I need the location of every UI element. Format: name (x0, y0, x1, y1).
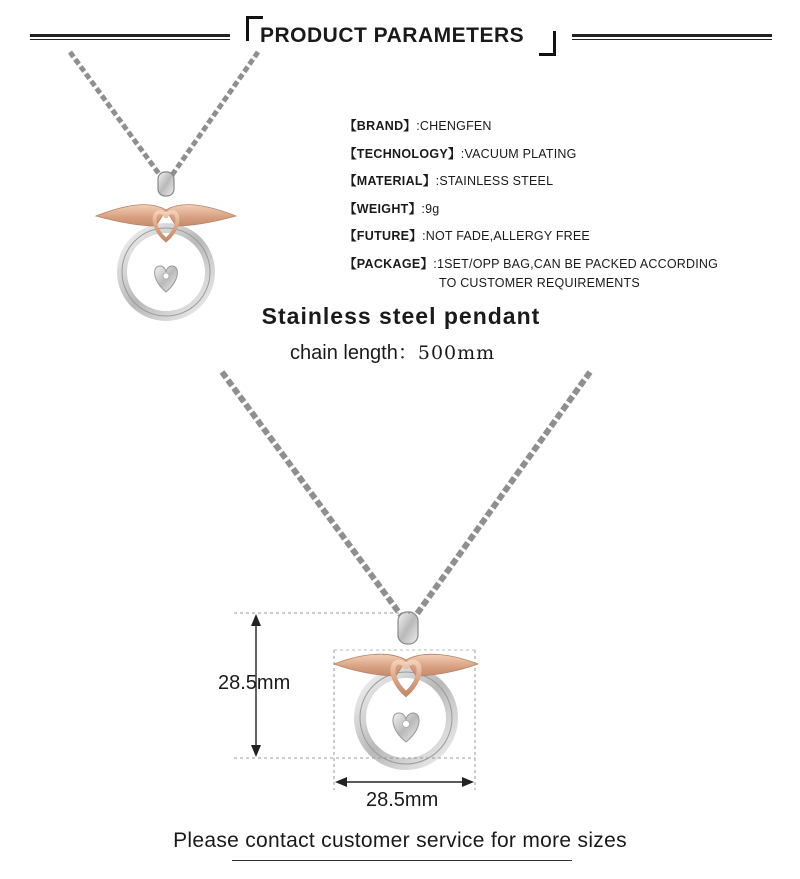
param-value: :CHENGFEN (416, 119, 492, 133)
page-title: PRODUCT PARAMETERS (260, 24, 525, 47)
footer-note: Please contact customer service for more sizes (173, 829, 627, 852)
param-key: 【BRAND】 (344, 119, 417, 133)
chain-length-value: 500mm (417, 342, 496, 364)
param-material (344, 168, 764, 196)
footer-underline (232, 860, 572, 861)
param-technology (344, 141, 764, 169)
product-title-text: Stainless steel pendant (261, 303, 541, 329)
param-package-continuation: TO CUSTOMER REQUIREMENTS (439, 276, 640, 290)
param-key: 【WEIGHT】 (344, 201, 422, 216)
width-arrow (335, 777, 474, 787)
dimension-guides (234, 613, 475, 790)
param-key: 【FUTURE】 (344, 229, 423, 243)
param-weight (344, 196, 764, 224)
large-necklace-image (222, 372, 590, 764)
param-key: 【TECHNOLOGY】 (344, 146, 461, 161)
width-dimension-label: 28.5mm (366, 789, 439, 811)
param-value: :STAINLESS STEEL (435, 174, 554, 188)
chain-length (290, 336, 495, 365)
height-dimension-label: 28.5mm (218, 672, 291, 694)
param-value: :9g (421, 201, 440, 216)
param-value: :NOT FADE,ALLERGY FREE (422, 229, 590, 243)
param-value: :VACUUM PLATING (460, 146, 577, 161)
param-key: 【MATERIAL】 (344, 174, 436, 188)
small-necklace-image (70, 52, 258, 316)
param-future (344, 223, 764, 251)
param-brand (344, 113, 764, 141)
product-title (0, 303, 800, 330)
param-value: :1SET/OPP BAG,CAN BE PACKED ACCORDING (433, 256, 719, 271)
chain-length-label: chain length： (290, 342, 418, 364)
parameters-list (344, 113, 764, 293)
param-key: 【PACKAGE】 (344, 256, 434, 271)
